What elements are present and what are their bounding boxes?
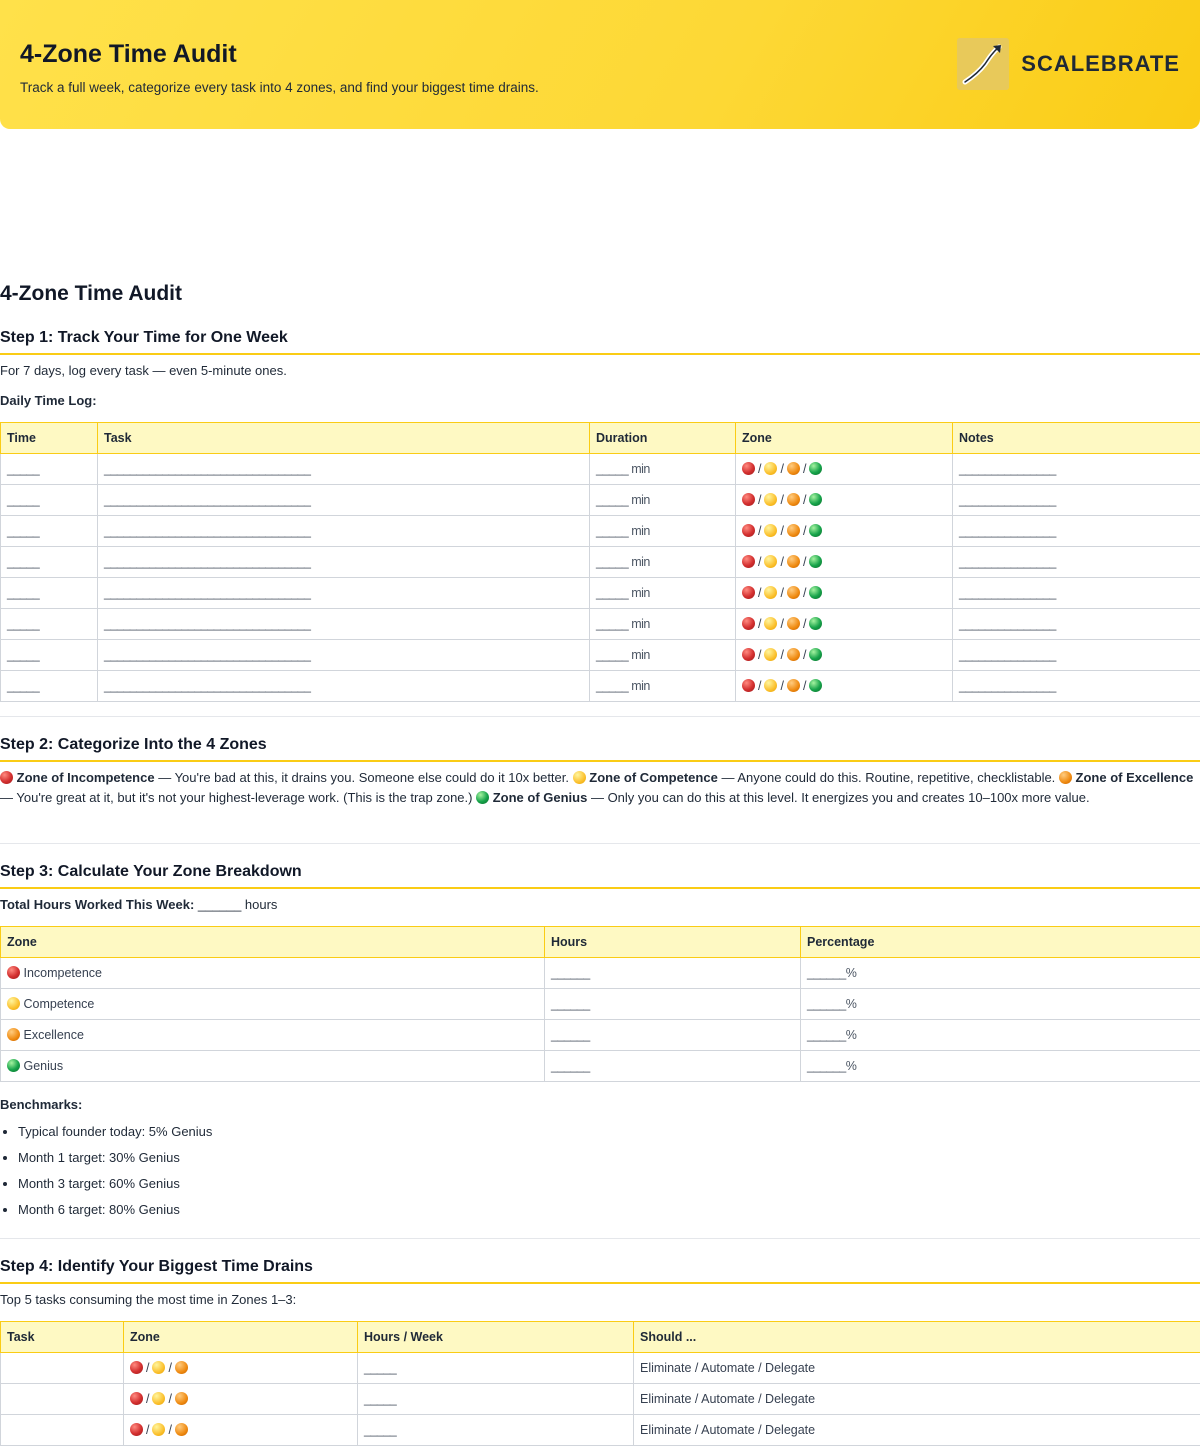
daily-time-log-table (0, 422, 1200, 702)
total-hours-label: Total Hours Worked This Week: (0, 897, 194, 912)
zone-separator: / (758, 493, 761, 507)
zone-separator: / (758, 586, 761, 600)
zone-selector[interactable] (124, 1415, 358, 1446)
red-zone-icon[interactable] (742, 493, 755, 506)
zone-separator: / (758, 524, 761, 538)
orange-zone-icon[interactable] (175, 1423, 188, 1436)
table-header-row (1, 423, 1200, 454)
table-row (1, 1020, 1200, 1051)
zone-selector[interactable] (736, 578, 953, 609)
notes-blank[interactable]: _______________ (953, 609, 1200, 640)
zone-separator: / (758, 555, 761, 569)
orange-zone-icon[interactable] (787, 648, 800, 661)
red-zone-icon[interactable] (742, 555, 755, 568)
table-row (1, 609, 1200, 640)
zone-name: Zone of Competence (589, 770, 718, 785)
duration-blank[interactable]: _____ min (590, 578, 736, 609)
hours-blank[interactable]: _____ (358, 1415, 634, 1446)
percentage-blank: ______% (801, 1051, 1200, 1082)
table-row (1, 454, 1200, 485)
divider (0, 843, 1200, 844)
zone-name: Zone of Incompetence (17, 770, 155, 785)
duration-blank[interactable]: _____ min (590, 609, 736, 640)
zone-separator: / (758, 679, 761, 693)
zone-separator: / (168, 1392, 171, 1406)
step1-heading: Step 1: Track Your Time for One Week (0, 329, 1200, 355)
hours-blank: ______ (545, 1020, 801, 1051)
list-item: • Month 3 target: 60% Genius (18, 1171, 212, 1197)
green-zone-icon[interactable] (809, 462, 822, 475)
red-zone-icon (0, 771, 13, 784)
zone-separator: / (780, 586, 783, 600)
zone-separator: / (780, 493, 783, 507)
orange-zone-icon[interactable] (787, 679, 800, 692)
col-should: Should ... (634, 1322, 1200, 1353)
table-header-row (1, 1322, 1200, 1353)
orange-zone-icon[interactable] (787, 617, 800, 630)
step4-intro: Top 5 tasks consuming the most time in Zones 1–3: (0, 1290, 1200, 1310)
yellow-zone-icon[interactable] (764, 493, 777, 506)
percentage-blank: ______% (801, 989, 1200, 1020)
col-task: Task (98, 423, 590, 454)
task-cell[interactable] (1, 1415, 124, 1446)
brand-name: SCALEBRATE (1021, 51, 1180, 77)
yellow-zone-icon (573, 771, 586, 784)
green-zone-icon[interactable] (809, 524, 822, 537)
action-options: Eliminate / Automate / Delegate (634, 1415, 1200, 1446)
orange-zone-icon[interactable] (175, 1361, 188, 1374)
task-blank[interactable]: ________________________________ (98, 609, 590, 640)
task-blank[interactable]: ________________________________ (98, 516, 590, 547)
red-zone-icon[interactable] (742, 679, 755, 692)
zone-separator: / (780, 679, 783, 693)
task-blank[interactable]: ________________________________ (98, 547, 590, 578)
task-cell[interactable] (1, 1384, 124, 1415)
time-blank[interactable]: _____ (1, 454, 98, 485)
time-blank[interactable]: _____ (1, 640, 98, 671)
zone-selector[interactable] (124, 1353, 358, 1384)
list-item: • Month 1 target: 30% Genius (18, 1145, 212, 1171)
time-blank[interactable]: _____ (1, 516, 98, 547)
orange-zone-icon (1059, 771, 1072, 784)
zone-separator: / (780, 524, 783, 538)
table-row (1, 1051, 1200, 1082)
total-hours-value: ______ hours (194, 897, 277, 912)
list-item: • Month 6 target: 80% Genius (18, 1197, 212, 1223)
notes-blank[interactable]: _______________ (953, 578, 1200, 609)
brand[interactable] (957, 38, 1180, 90)
col-hours: Hours (545, 927, 801, 958)
yellow-zone-icon[interactable] (764, 648, 777, 661)
zone-description: — You're great at it, but it's not your highest-leverage work. (This is the trap zone.) (0, 790, 476, 805)
hours-blank: ______ (545, 1051, 801, 1082)
orange-zone-icon (7, 1028, 20, 1041)
yellow-zone-icon[interactable] (764, 555, 777, 568)
zone-separator: / (780, 555, 783, 569)
table-row (1, 1415, 1200, 1446)
header-subtitle: Track a full week, categorize every task into 4 zones, and find your biggest time drains. (20, 80, 539, 95)
zone-description: — Only you can do this at this level. It energizes you and creates 10–100x more value. (587, 790, 1089, 805)
col-task: Task (1, 1322, 124, 1353)
time-blank[interactable]: _____ (1, 609, 98, 640)
zone-separator: / (803, 462, 806, 476)
yellow-zone-icon[interactable] (764, 524, 777, 537)
col-zone: Zone (736, 423, 953, 454)
zone-description: — You're bad at this, it drains you. Someone else could do it 10x better. (155, 770, 573, 785)
yellow-zone-icon[interactable] (152, 1392, 165, 1405)
red-zone-icon[interactable] (742, 586, 755, 599)
divider (0, 716, 1200, 717)
benchmarks-list (0, 1119, 212, 1223)
zone-breakdown-table (0, 926, 1200, 1082)
zone-separator: / (803, 648, 806, 662)
notes-blank[interactable]: _______________ (953, 640, 1200, 671)
time-blank[interactable]: _____ (1, 671, 98, 702)
notes-blank[interactable]: _______________ (953, 516, 1200, 547)
duration-blank[interactable]: _____ min (590, 485, 736, 516)
duration-blank[interactable]: _____ min (590, 516, 736, 547)
zone-name: Incompetence (23, 966, 102, 980)
zone-selector[interactable] (736, 640, 953, 671)
zone-selector[interactable] (736, 485, 953, 516)
col-duration: Duration (590, 423, 736, 454)
zone-selector[interactable] (124, 1384, 358, 1415)
orange-zone-icon[interactable] (787, 462, 800, 475)
zone-selector[interactable] (736, 516, 953, 547)
zone-name: Excellence (23, 1028, 83, 1042)
step3-heading: Step 3: Calculate Your Zone Breakdown (0, 863, 1200, 889)
table-header-row (1, 927, 1200, 958)
action-options: Eliminate / Automate / Delegate (634, 1353, 1200, 1384)
zone-separator: / (780, 648, 783, 662)
zone-selector[interactable] (736, 609, 953, 640)
yellow-zone-icon (7, 997, 20, 1010)
header-title: 4-Zone Time Audit (20, 40, 237, 69)
green-zone-icon[interactable] (809, 648, 822, 661)
zone-selector[interactable] (736, 454, 953, 485)
red-zone-icon[interactable] (742, 462, 755, 475)
hours-blank: ______ (545, 958, 801, 989)
red-zone-icon (7, 966, 20, 979)
green-zone-icon[interactable] (809, 586, 822, 599)
table-row (1, 989, 1200, 1020)
zones-description (0, 768, 1200, 808)
zone-separator: / (803, 679, 806, 693)
zone-name: Zone of Genius (493, 790, 588, 805)
table-row (1, 958, 1200, 989)
orange-zone-icon[interactable] (175, 1392, 188, 1405)
yellow-zone-icon[interactable] (152, 1423, 165, 1436)
task-blank[interactable]: ________________________________ (98, 578, 590, 609)
table-row (1, 578, 1200, 609)
table-row (1, 485, 1200, 516)
yellow-zone-icon[interactable] (152, 1361, 165, 1374)
orange-zone-icon[interactable] (787, 555, 800, 568)
green-zone-icon[interactable] (809, 617, 822, 630)
green-zone-icon[interactable] (809, 493, 822, 506)
orange-zone-icon[interactable] (787, 586, 800, 599)
rocket-arrow-icon (957, 38, 1009, 90)
zone-separator: / (168, 1423, 171, 1437)
col-percentage: Percentage (801, 927, 1200, 958)
zone-selector[interactable] (736, 547, 953, 578)
task-blank[interactable]: ________________________________ (98, 454, 590, 485)
col-zone: Zone (1, 927, 545, 958)
duration-blank[interactable]: _____ min (590, 547, 736, 578)
time-blank[interactable]: _____ (1, 485, 98, 516)
duration-blank[interactable]: _____ min (590, 671, 736, 702)
zone-separator: / (780, 617, 783, 631)
table-row (1, 516, 1200, 547)
hours-blank: ______ (545, 989, 801, 1020)
zone-separator: / (758, 648, 761, 662)
zone-separator: / (758, 462, 761, 476)
zone-separator: / (803, 555, 806, 569)
notes-blank[interactable]: _______________ (953, 547, 1200, 578)
task-cell[interactable] (1, 1353, 124, 1384)
zone-name: Competence (23, 997, 94, 1011)
green-zone-icon[interactable] (809, 555, 822, 568)
table-row (1, 671, 1200, 702)
red-zone-icon[interactable] (742, 648, 755, 661)
zone-separator: / (803, 586, 806, 600)
list-item: • Typical founder today: 5% Genius (18, 1119, 212, 1145)
orange-zone-icon[interactable] (787, 524, 800, 537)
red-zone-icon[interactable] (742, 617, 755, 630)
notes-blank[interactable]: _______________ (953, 454, 1200, 485)
hours-blank[interactable]: _____ (358, 1353, 634, 1384)
step1-intro: For 7 days, log every task — even 5-minute ones. (0, 361, 1200, 381)
notes-blank[interactable]: _______________ (953, 485, 1200, 516)
zone-separator: / (758, 617, 761, 631)
zone-description: — Anyone could do this. Routine, repetitive, checklistable. (718, 770, 1059, 785)
notes-blank[interactable]: _______________ (953, 671, 1200, 702)
zone-selector[interactable] (736, 671, 953, 702)
step2-heading: Step 2: Categorize Into the 4 Zones (0, 736, 1200, 762)
red-zone-icon[interactable] (130, 1361, 143, 1374)
col-time: Time (1, 423, 98, 454)
table-row (1, 640, 1200, 671)
green-zone-icon (7, 1059, 20, 1072)
red-zone-icon[interactable] (130, 1423, 143, 1436)
zone-name: Genius (23, 1059, 63, 1073)
zone-separator: / (168, 1361, 171, 1375)
benchmarks-label: Benchmarks: (0, 1095, 1200, 1115)
green-zone-icon (476, 791, 489, 804)
red-zone-icon[interactable] (130, 1392, 143, 1405)
zone-separator: / (780, 462, 783, 476)
table-row (1, 547, 1200, 578)
red-zone-icon[interactable] (742, 524, 755, 537)
action-options: Eliminate / Automate / Delegate (634, 1384, 1200, 1415)
divider (0, 1238, 1200, 1239)
step4-heading: Step 4: Identify Your Biggest Time Drains (0, 1258, 1200, 1284)
col-zone: Zone (124, 1322, 358, 1353)
task-blank[interactable]: ________________________________ (98, 640, 590, 671)
zone-separator: / (803, 524, 806, 538)
hours-blank[interactable]: _____ (358, 1384, 634, 1415)
time-blank[interactable]: _____ (1, 547, 98, 578)
duration-blank[interactable]: _____ min (590, 454, 736, 485)
yellow-zone-icon[interactable] (764, 679, 777, 692)
task-blank[interactable]: ________________________________ (98, 485, 590, 516)
zone-separator: / (803, 617, 806, 631)
yellow-zone-icon[interactable] (764, 586, 777, 599)
percentage-blank: ______% (801, 958, 1200, 989)
zone-separator: / (146, 1392, 149, 1406)
time-blank[interactable]: _____ (1, 578, 98, 609)
percentage-blank: ______% (801, 1020, 1200, 1051)
orange-zone-icon[interactable] (787, 493, 800, 506)
yellow-zone-icon[interactable] (764, 462, 777, 475)
table-row (1, 1353, 1200, 1384)
duration-blank[interactable]: _____ min (590, 640, 736, 671)
page-header (0, 0, 1200, 129)
zone-separator: / (146, 1423, 149, 1437)
col-notes: Notes (953, 423, 1200, 454)
task-blank[interactable]: ________________________________ (98, 671, 590, 702)
daily-log-label: Daily Time Log: (0, 391, 1200, 411)
table-row (1, 1384, 1200, 1415)
document-title: 4-Zone Time Audit (0, 282, 182, 306)
time-drains-table (0, 1321, 1200, 1446)
col-hours-week: Hours / Week (358, 1322, 634, 1353)
zone-separator: / (803, 493, 806, 507)
yellow-zone-icon[interactable] (764, 617, 777, 630)
zone-separator: / (146, 1361, 149, 1375)
zone-name: Zone of Excellence (1076, 770, 1194, 785)
green-zone-icon[interactable] (809, 679, 822, 692)
total-hours-line (0, 895, 1200, 915)
